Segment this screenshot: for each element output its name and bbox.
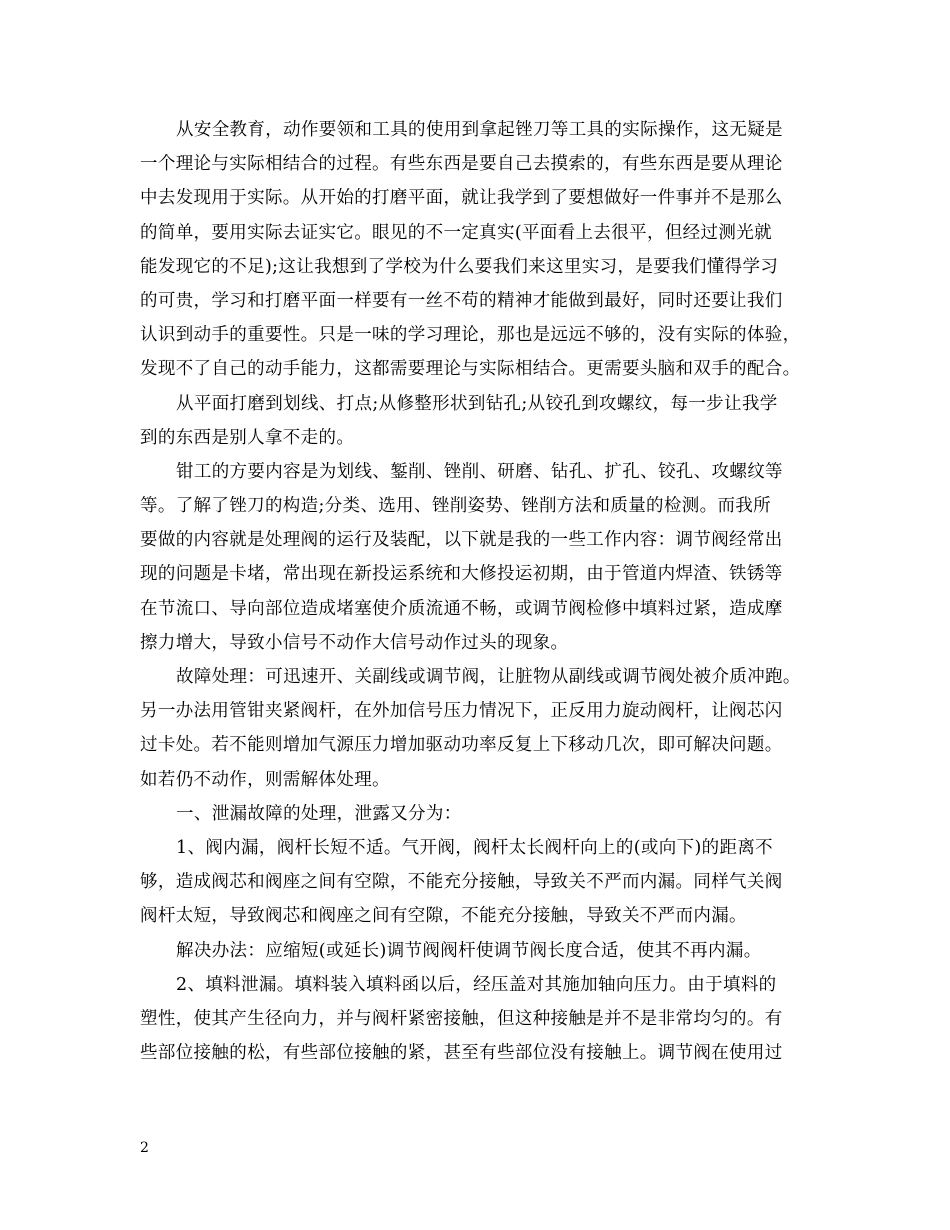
text-line: 些部位接触的松，有些部位接触的紧，甚至有些部位没有接触上。调节阀在使用过: [140, 1043, 783, 1064]
text-line: 另一办法用管钳夹紧阀杆，在外加信号压力情况下，正反用力旋动阀杆，让阀芯闪: [140, 701, 783, 722]
text-line: 在节流口、导向部位造成堵塞使介质流通不畅，或调节阀检修中填料过紧，造成摩: [140, 598, 783, 619]
text-line: 钳工的方要内容是为划线、錾削、锉削、研磨、钻孔、扩孔、铰孔、攻螺纹等: [176, 461, 783, 482]
text-line: 一、泄漏故障的处理，泄露又分为：: [176, 803, 462, 824]
text-line: 现的问题是卡堵，常出现在新投运系统和大修投运初期，由于管道内焊渣、铁锈等: [140, 564, 783, 585]
text-line: 从平面打磨到划线、打点;从修整形状到钻孔;从铰孔到攻螺纹，每一步让我学: [176, 393, 778, 414]
body-text: [140, 113, 830, 1070]
text-line: 塑性，使其产生径向力，并与阀杆紧密接触，但这种接触是并不是非常均匀的。有: [140, 1008, 783, 1029]
text-line: 认识到动手的重要性。只是一味的学习理论，那也是远远不够的，没有实际的体验，: [140, 325, 801, 346]
text-line: 中去发现用于实际。从开始的打磨平面，就让我学到了要想做好一件事并不是那么: [140, 188, 783, 209]
text-line: 擦力增大，导致小信号不动作大信号动作过头的现象。: [140, 632, 569, 653]
text-line: 的简单，要用实际去证实它。眼见的不一定真实(平面看上去很平，但经过测光就: [140, 222, 772, 243]
text-line: 能发现它的不足);这让我想到了学校为什么要我们来这里实习，是要我们懂得学习: [140, 256, 779, 277]
text-line: 如若仍不动作，则需解体处理。: [140, 769, 390, 790]
text-line: 要做的内容就是处理阀的运行及装配，以下就是我的一些工作内容：调节阀经常出: [140, 530, 783, 551]
text-line: 解决办法：应缩短(或延长)调节阀阀杆使调节阀长度合适，使其不再内漏。: [176, 940, 762, 961]
text-line: 的可贵，学习和打磨平面一样要有一丝不苟的精神才能做到最好，同时还要让我们: [140, 290, 783, 311]
text-line: 等。了解了锉刀的构造;分类、选用、锉削姿势、锉削方法和质量的检测。而我所: [140, 496, 771, 517]
text-line: 2、填料泄漏。填料装入填料函以后，经压盖对其施加轴向压力。由于填料的: [176, 974, 777, 995]
text-line: 发现不了自己的动手能力，这都需要理论与实际相结合。更需要头脑和双手的配合。: [140, 359, 801, 380]
text-line: 1、阀内漏，阀杆长短不适。气开阀，阀杆太长阀杆向上的(或向下)的距离不: [176, 837, 774, 858]
text-line: 故障处理：可迅速开、关副线或调节阀，让脏物从副线或调节阀处被介质冲跑。: [176, 667, 801, 687]
page-number: 2: [140, 1140, 149, 1156]
text-line: 阀杆太短，导致阀芯和阀座之间有空隙，不能充分接触，导致关不严而内漏。: [140, 906, 747, 927]
text-line: 过卡处。若不能则增加气源压力增加驱动功率反复上下移动几次，即可解决问题。: [140, 735, 783, 756]
text-line: 从安全教育，动作要领和工具的使用到拿起锉刀等工具的实际操作，这无疑是: [176, 120, 783, 140]
text-line: 到的东西是别人拿不走的。: [140, 427, 355, 448]
text-line: 一个理论与实际相结合的过程。有些东西是要自己去摸索的，有些东西是要从理论: [140, 154, 783, 175]
text-line: 够，造成阀芯和阀座之间有空隙，不能充分接触，导致关不严而内漏。同样气关阀: [140, 872, 783, 893]
